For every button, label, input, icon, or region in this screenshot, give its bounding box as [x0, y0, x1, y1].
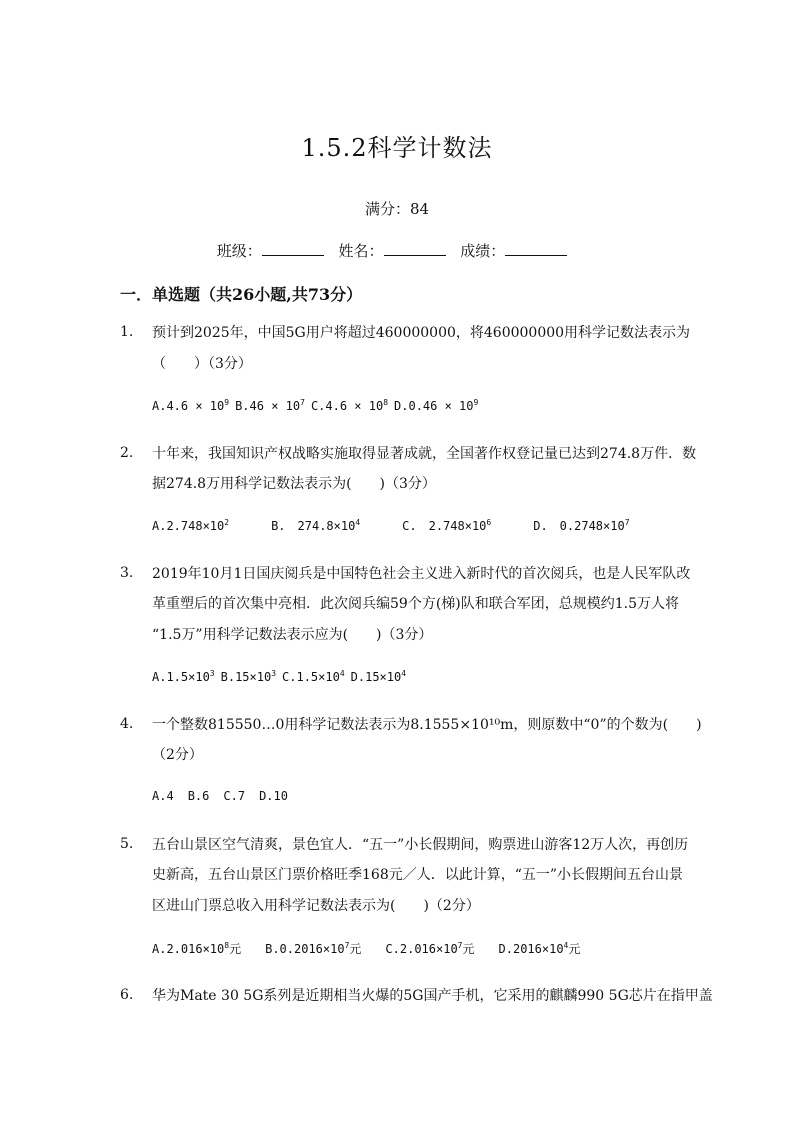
question-text-line: （2分）	[152, 747, 203, 763]
question-number: 4.	[120, 716, 134, 732]
question-number: 1.	[120, 324, 134, 340]
option-exponent: 4	[401, 669, 407, 678]
answer-option[interactable]	[259, 789, 288, 803]
class-blank[interactable]	[262, 241, 324, 256]
option-unit: 元	[349, 942, 362, 956]
question-text-line: 预计到2025年，中国5G用户将超过460000000，将460000000用科学记数法表示为	[152, 325, 691, 341]
page-title: 1.5.2科学计数法	[301, 134, 493, 162]
option-base: C.1.5×10	[282, 670, 340, 684]
question-text-line: 2019年10月1日国庆阅兵是中国特色社会主义进入新时代的首次阅兵，也是人民军队改	[152, 566, 691, 582]
question-text-line: 一个整数815550…0用科学记数法表示为8.1555×10¹⁰m，则原数中“0”的个数为( )	[152, 717, 702, 733]
answer-options	[152, 669, 412, 684]
class-label: 班级：	[216, 242, 262, 260]
option-base: D.2016×10	[498, 942, 564, 956]
question-text-line: 十年来，我国知识产权战略实施取得显著成就，全国著作权登记量已达到274.8万件．数	[152, 446, 697, 462]
section-heading: 一．单选题（共26小题,共73分）	[120, 285, 363, 304]
answer-option[interactable]	[499, 942, 581, 956]
option-base: C.7	[223, 789, 246, 803]
option-exponent: 3	[209, 669, 215, 678]
option-base: A.4	[152, 789, 174, 803]
answer-option[interactable]	[152, 942, 241, 956]
question-text-line: （ ）（3分）	[152, 356, 252, 372]
option-base: D. 0.2748×10	[533, 519, 625, 533]
option-exponent: 9	[224, 398, 230, 407]
question-text-line: “1.5万”用科学记数法表示应为( )（3分）	[152, 627, 433, 643]
answer-option[interactable]	[533, 519, 629, 533]
option-exponent: 2	[224, 518, 230, 527]
answer-option[interactable]	[271, 519, 360, 533]
full-score: 满分：84	[364, 200, 430, 218]
question-text-line: 五台山景区空气清爽，景色宜人．“五一”小长假期间，购票进山游客12万人次，再创历	[152, 837, 689, 853]
option-exponent: 8	[383, 398, 389, 407]
option-exponent: 9	[473, 398, 479, 407]
name-blank[interactable]	[384, 241, 446, 256]
option-base: C.4.6 × 10	[310, 399, 384, 413]
answer-option[interactable]	[394, 399, 478, 413]
question-number: 6.	[120, 987, 134, 1003]
grade-label: 成绩：	[460, 242, 506, 260]
option-unit: 元	[229, 942, 242, 956]
grade-blank[interactable]	[505, 241, 567, 256]
answer-options	[152, 398, 484, 413]
option-base: A.1.5×10	[152, 670, 210, 684]
answer-option[interactable]	[235, 399, 305, 413]
question-number: 5.	[120, 836, 134, 852]
answer-option[interactable]	[385, 942, 474, 956]
question-text-line: 革重塑后的首次集中亮相．此次阅兵编59个方(梯)队和联合军团，总规模约1.5万人将	[152, 596, 680, 612]
answer-option[interactable]	[351, 670, 406, 684]
option-exponent: 7	[344, 941, 350, 950]
answer-option[interactable]	[282, 670, 345, 684]
answer-options	[152, 789, 302, 803]
answer-option[interactable]	[152, 670, 215, 684]
option-base: B. 274.8×10	[271, 519, 356, 533]
option-exponent: 7	[300, 398, 305, 407]
option-exponent: 3	[271, 669, 277, 678]
answer-option[interactable]	[221, 670, 276, 684]
answer-option[interactable]	[152, 399, 229, 413]
option-unit: 元	[462, 942, 475, 956]
question-number: 3.	[120, 565, 134, 581]
question-number: 2.	[120, 445, 134, 461]
answer-option[interactable]	[152, 519, 229, 533]
option-exponent: 4	[355, 518, 361, 527]
question-text-line: 史新高，五台山景区门票价格旺季168元／人．以此计算，“五一”小长假期间五台山景	[152, 867, 684, 883]
option-exponent: 6	[486, 518, 492, 527]
answer-option[interactable]	[152, 789, 174, 803]
option-base: A.2.016×10	[152, 942, 225, 956]
option-base: B.0.2016×10	[265, 942, 345, 956]
option-base: A.4.6 × 10	[152, 399, 225, 413]
option-base: D.0.46 × 10	[394, 399, 474, 413]
option-unit: 元	[568, 942, 581, 956]
question-text-line: 区进山门票总收入用科学记数法表示为( )（2分）	[152, 898, 480, 914]
answer-option[interactable]	[188, 789, 210, 803]
answer-option[interactable]	[402, 519, 491, 533]
option-base: B.6	[187, 789, 210, 803]
answer-options	[152, 940, 604, 957]
answer-option[interactable]	[223, 789, 245, 803]
option-base: A.2.748×10	[152, 519, 225, 533]
question-text-line: 据274.8万用科学记数法表示为( )（3分）	[152, 476, 436, 492]
option-exponent: 7	[624, 518, 630, 527]
option-base: B.15×10	[220, 670, 272, 684]
option-base: D.15×10	[350, 670, 402, 684]
question-text-line: 华为Mate 30 5G系列是近期相当火爆的5G国产手机，它采用的麒麟990 5G芯片在指甲盖	[152, 988, 713, 1004]
option-exponent: 8	[224, 941, 230, 950]
answer-option[interactable]	[265, 942, 361, 956]
option-base: C.2.016×10	[385, 942, 458, 956]
student-info-line	[0, 240, 794, 261]
option-base: C. 2.748×10	[402, 519, 487, 533]
option-base: D.10	[259, 789, 288, 803]
name-label: 姓名：	[338, 242, 384, 260]
option-exponent: 4	[563, 941, 569, 950]
answer-option[interactable]	[311, 399, 388, 413]
option-exponent: 4	[339, 669, 345, 678]
answer-options	[152, 517, 672, 534]
option-exponent: 7	[457, 941, 463, 950]
option-base: B.46 × 10	[235, 399, 301, 413]
